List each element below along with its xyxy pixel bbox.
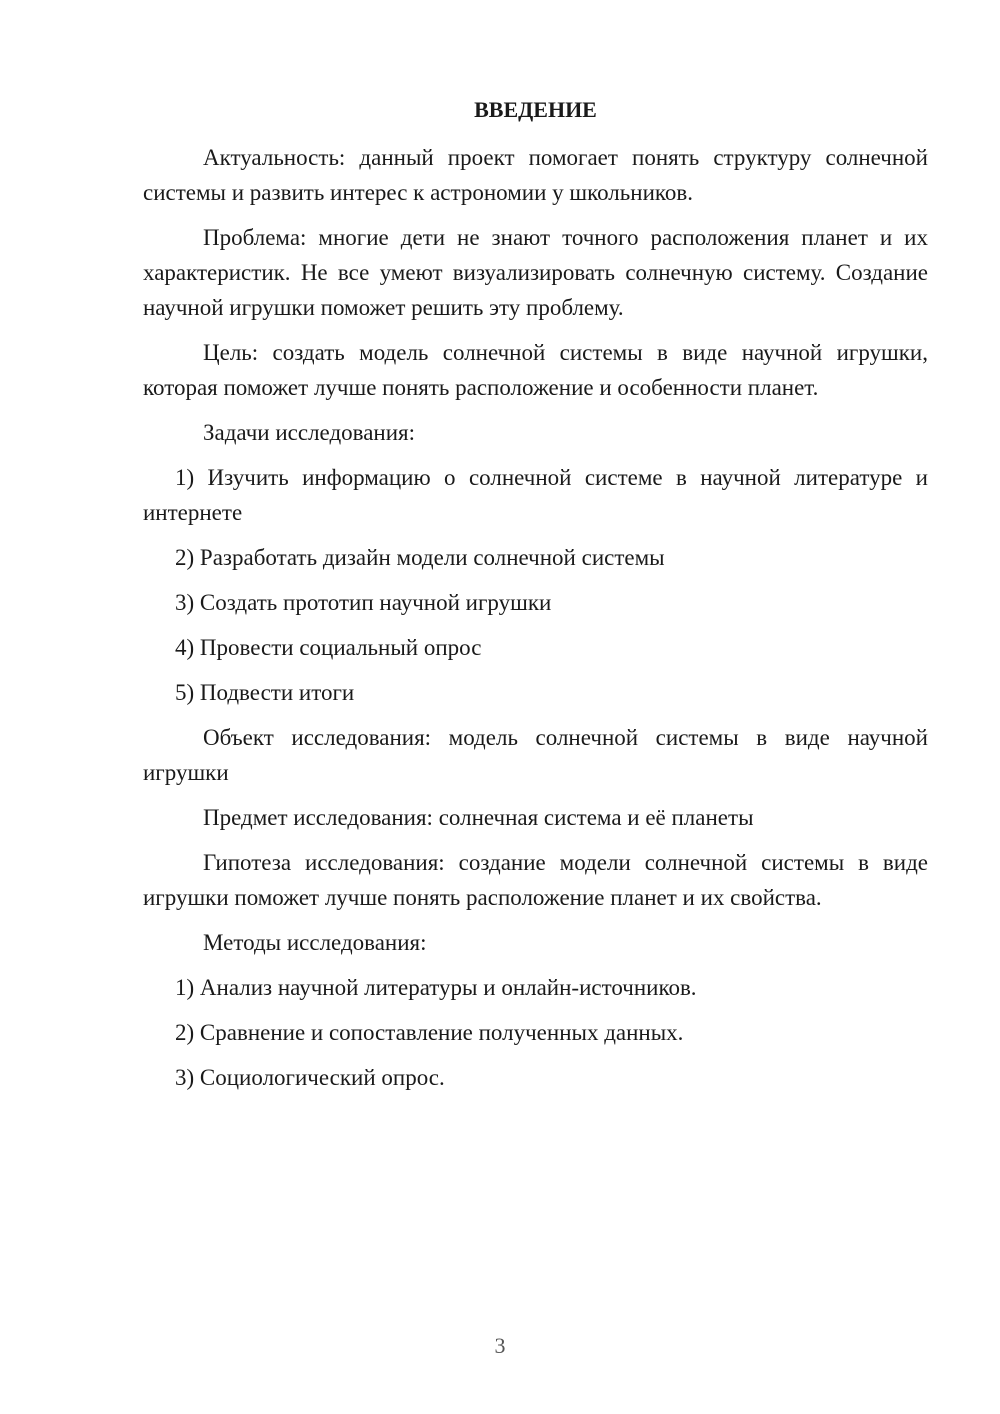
method-item: 1) Анализ научной литературы и онлайн-источников. — [175, 975, 697, 1000]
goal-paragraph: Цель: создать модель солнечной системы в виде научной игрушки, которая поможет лучше понять расположение и особенности планет. — [143, 340, 928, 400]
subject-paragraph: Предмет исследования: солнечная система и её планеты — [203, 805, 754, 830]
tasks-heading: Задачи исследования: — [203, 420, 416, 445]
task-item: 1) Изучить информацию о солнечной системе в научной литературе и интернете — [143, 465, 928, 525]
hypothesis-paragraph: Гипотеза исследования: создание модели солнечной системы в виде игрушки поможет лучше понять расположение планет и их свойства. — [143, 850, 928, 910]
methods-heading: Методы исследования: — [203, 930, 427, 955]
page-content — [143, 94, 928, 1105]
method-item: 2) Сравнение и сопоставление полученных данных. — [175, 1020, 684, 1045]
object-paragraph: Объект исследования: модель солнечной системы в виде научной игрушки — [143, 725, 928, 785]
section-title: ВВЕДЕНИЕ — [474, 97, 597, 122]
problem-paragraph: Проблема: многие дети не знают точного расположения планет и их характеристик. Не все умеют визуализировать солнечную систему. Создание научной игрушки поможет решить эту проблему. — [143, 225, 928, 320]
task-item: 3) Создать прототип научной игрушки — [175, 590, 552, 615]
task-item: 5) Подвести итоги — [175, 680, 355, 705]
page-number: 3 — [494, 1333, 506, 1358]
relevance-paragraph: Актуальность: данный проект помогает понять структуру солнечной системы и развить интерес к астрономии у школьников. — [143, 145, 928, 205]
task-item: 2) Разработать дизайн модели солнечной системы — [175, 545, 665, 570]
method-item: 3) Социологический опрос. — [175, 1065, 445, 1090]
task-item: 4) Провести социальный опрос — [175, 635, 482, 660]
